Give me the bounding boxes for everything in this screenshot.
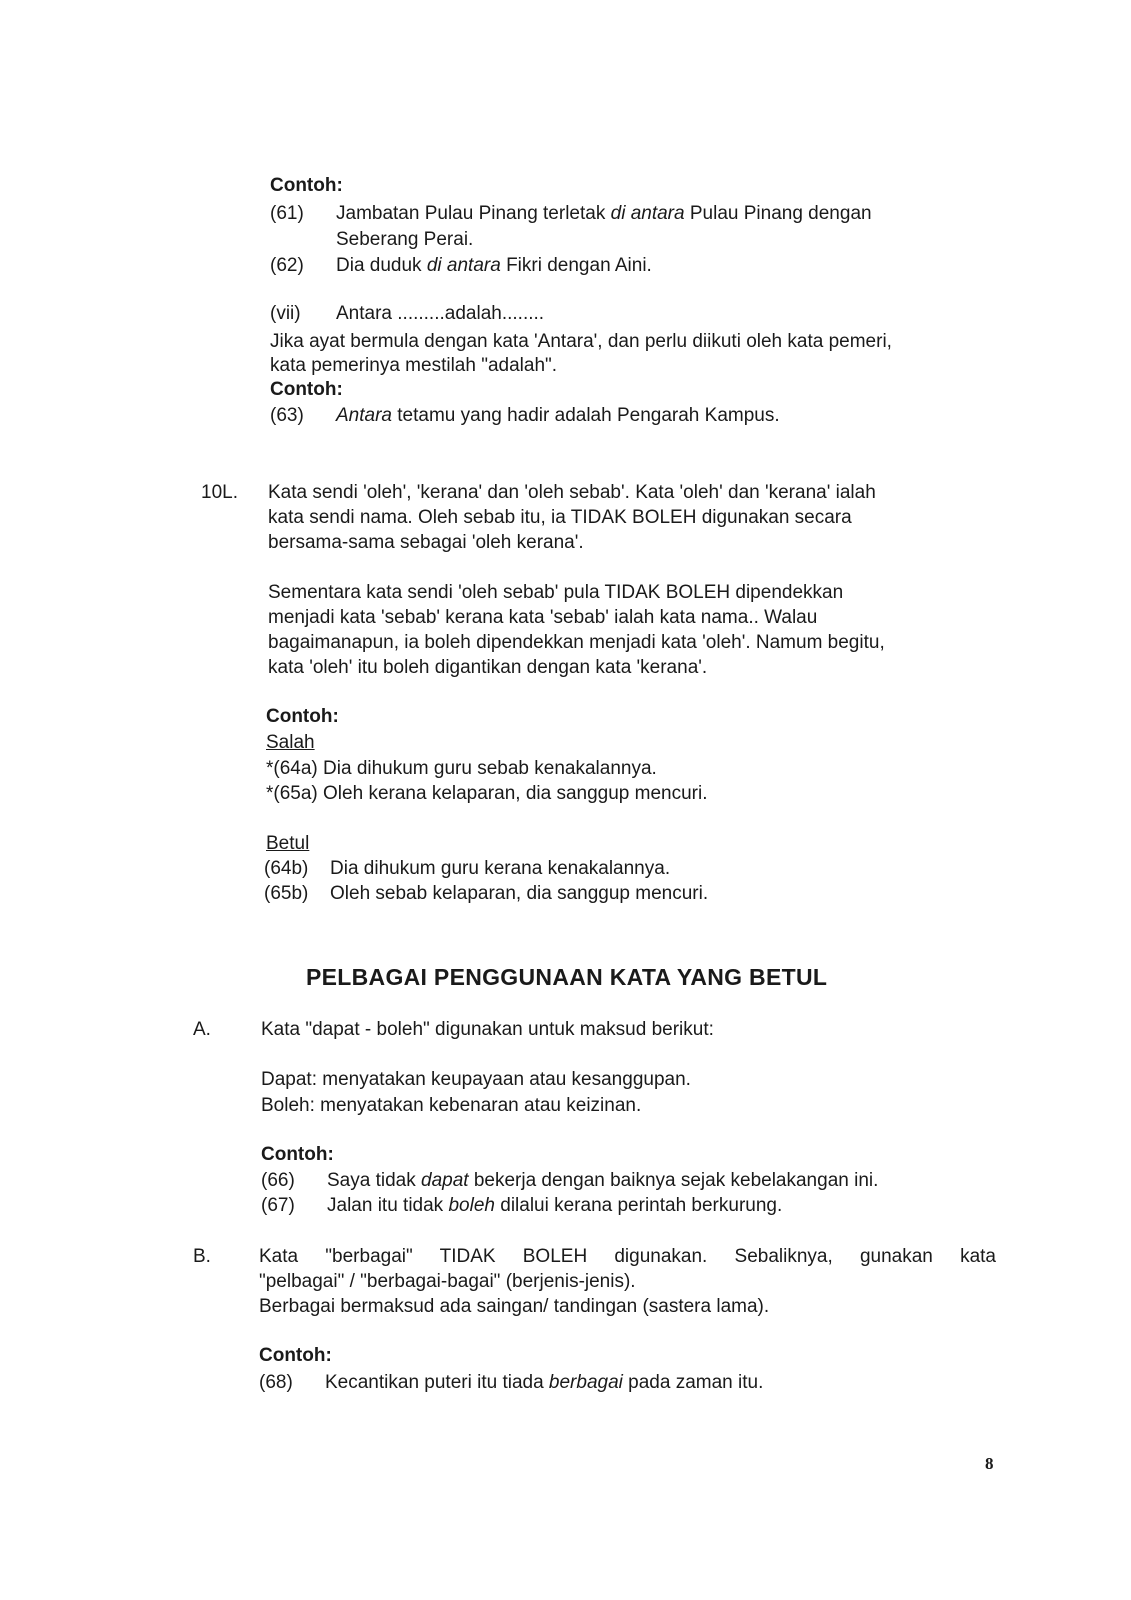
paragraph-line: Kata sendi 'oleh', 'kerana' dan 'oleh sebab'. Kata 'oleh' dan 'kerana' ialah <box>268 482 876 503</box>
paragraph-line: "pelbagai" / "berbagai-bagai" (berjenis-jenis). <box>259 1271 636 1292</box>
example-number: (65b) <box>264 883 309 904</box>
subsection-vii-title: (vii) Antara .........adalah........ <box>270 303 545 324</box>
paragraph-line: kata 'oleh' itu boleh digantikan dengan kata 'kerana'. <box>268 657 708 678</box>
section-heading: PELBAGAI PENGGUNAAN KATA YANG BETUL <box>306 964 828 990</box>
paragraph-line: Sementara kata sendi 'oleh sebab' pula TIDAK BOLEH dipendekkan <box>268 582 844 603</box>
subsection-number: (vii) <box>270 303 301 324</box>
example-64a: *(64a) Dia dihukum guru sebab kenakalannya. <box>266 758 657 779</box>
betul-label: Betul <box>266 833 310 854</box>
example-number: (61) <box>270 203 304 224</box>
example-61-line2: Seberang Perai. <box>336 229 474 250</box>
boleh-definition: Boleh: menyatakan kebenaran atau keizinan. <box>261 1095 642 1116</box>
contoh-label: Contoh: <box>270 175 343 196</box>
example-66: (66) Saya tidak dapat bekerja dengan baiknya sejak kebelakangan ini. <box>261 1170 879 1191</box>
example-61: (61) Jambatan Pulau Pinang terletak di antara Pulau Pinang dengan <box>270 203 872 224</box>
contoh-label: Contoh: <box>270 379 343 400</box>
subsection-vii-desc-line2: kata pemerinya mestilah "adalah". <box>270 355 558 376</box>
paragraph-line: kata sendi nama. Oleh sebab itu, ia TIDAK BOLEH digunakan secara <box>268 507 852 528</box>
example-63: (63) Antara tetamu yang hadir adalah Pengarah Kampus. <box>270 405 780 426</box>
paragraph-line: Kata "dapat - boleh" digunakan untuk maksud berikut: <box>261 1019 714 1040</box>
section-letter: B. <box>193 1246 211 1267</box>
example-number: (64b) <box>264 858 309 879</box>
paragraph-line: Kata "berbagai" TIDAK BOLEH digunakan. Sebaliknya, gunakan kata <box>259 1246 996 1267</box>
example-number: (67) <box>261 1195 295 1216</box>
example-62: (62) Dia duduk di antara Fikri dengan Aini. <box>270 255 652 276</box>
paragraph-line: menjadi kata 'sebab' kerana kata 'sebab' ialah kata nama.. Walau <box>268 607 818 628</box>
paragraph-line: bersama-sama sebagai 'oleh kerana'. <box>268 532 584 553</box>
page-number: 8 <box>985 1454 994 1473</box>
contoh-label: Contoh: <box>261 1144 334 1165</box>
example-65a: *(65a) Oleh kerana kelaparan, dia sanggup mencuri. <box>266 783 708 804</box>
salah-label: Salah <box>266 732 315 753</box>
example-68: (68) Kecantikan puteri itu tiada berbagai pada zaman itu. <box>259 1372 764 1393</box>
example-67: (67) Jalan itu tidak boleh dilalui kerana perintah berkurung. <box>261 1195 783 1216</box>
subsection-vii-desc-line1: Jika ayat bermula dengan kata 'Antara', dan perlu diikuti oleh kata pemeri, <box>270 331 892 352</box>
example-number: (62) <box>270 255 304 276</box>
example-number: (68) <box>259 1372 293 1393</box>
contoh-label: Contoh: <box>259 1345 332 1366</box>
paragraph-line: bagaimanapun, ia boleh dipendekkan menjadi kata 'oleh'. Namum begitu, <box>268 632 885 653</box>
dapat-definition: Dapat: menyatakan keupayaan atau kesanggupan. <box>261 1069 691 1090</box>
example-64b: (64b) Dia dihukum guru kerana kenakalannya. <box>264 858 671 879</box>
section-number: 10L. <box>201 482 238 503</box>
section-letter: A. <box>193 1019 211 1040</box>
contoh-label: Contoh: <box>266 706 339 727</box>
example-65b: (65b) Oleh sebab kelaparan, dia sanggup mencuri. <box>264 883 709 904</box>
example-number: (63) <box>270 405 304 426</box>
example-number: (66) <box>261 1170 295 1191</box>
paragraph-line: Berbagai bermaksud ada saingan/ tandingan (sastera lama). <box>259 1296 770 1317</box>
